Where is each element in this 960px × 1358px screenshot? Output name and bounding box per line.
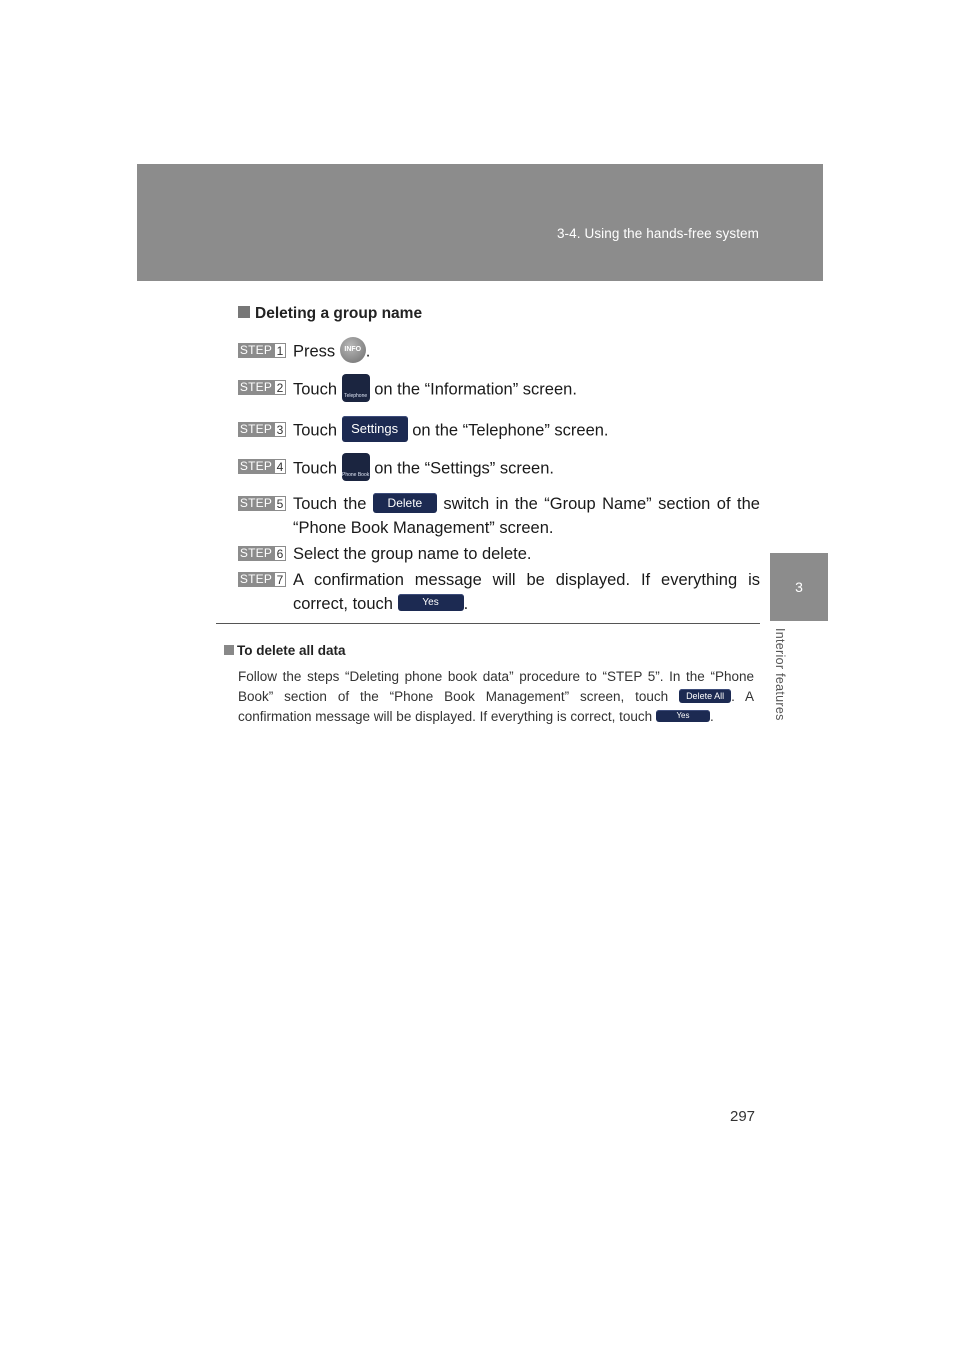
settings-button-image: Settings	[342, 416, 408, 442]
step-6: STEP 6 Select the group name to delete.	[239, 545, 532, 563]
step-badge: STEP 7	[238, 572, 288, 587]
step-badge: STEP 5	[238, 496, 288, 511]
yes-button-image: Yes	[656, 710, 710, 722]
page-number: 297	[730, 1108, 756, 1125]
step-1: STEP 1 Press INFO .	[238, 339, 760, 365]
square-bullet-icon	[238, 306, 250, 318]
section-divider	[216, 623, 760, 624]
step-badge: STEP 2	[238, 380, 288, 395]
note-title: To delete all data	[224, 643, 346, 658]
yes-button-image: Yes	[398, 594, 464, 611]
note-body: Follow the steps “Deleting phone book data” procedure to “STEP 5”. In the “Phone Book” section of the “Phone Book Management” screen, touch Delete All . A confirmation message will be displayed. If everything is correct, touch Yes .	[238, 669, 754, 724]
square-bullet-icon	[224, 645, 234, 655]
info-button-icon: INFO	[340, 337, 366, 363]
step-3: STEP 3 Touch Settings on the “Telephone” screen.	[238, 418, 760, 444]
step-badge: STEP 3	[238, 422, 288, 437]
phone-book-icon: Phone Book	[342, 453, 370, 481]
section-title: Deleting a group name	[238, 305, 422, 323]
header-title: 3-4. Using the hands-free system	[556, 226, 759, 241]
delete-button-image: Delete	[373, 493, 437, 513]
step-4: STEP 4 Touch Phone Book on the “Settings” screen.	[238, 455, 760, 483]
step-7: STEP 7 A confirmation message will be displayed. If everything is correct, touch Yes .	[239, 571, 760, 613]
step-5: STEP 5 Touch the Delete switch in the “Group Name” section of the “Phone Book Management” screen.	[238, 492, 760, 540]
telephone-icon: Telephone	[342, 374, 370, 402]
delete-all-button-image: Delete All	[679, 689, 731, 703]
step-badge: STEP 6	[238, 546, 288, 561]
chapter-tab-number: 3	[770, 553, 828, 621]
chapter-tab-label: Interior features	[773, 628, 787, 721]
step-2: STEP 2 Touch Telephone on the “Information” screen.	[238, 376, 760, 404]
page-header	[137, 164, 823, 281]
step-badge: STEP 1	[238, 343, 288, 358]
step-badge: STEP 4	[238, 459, 288, 474]
